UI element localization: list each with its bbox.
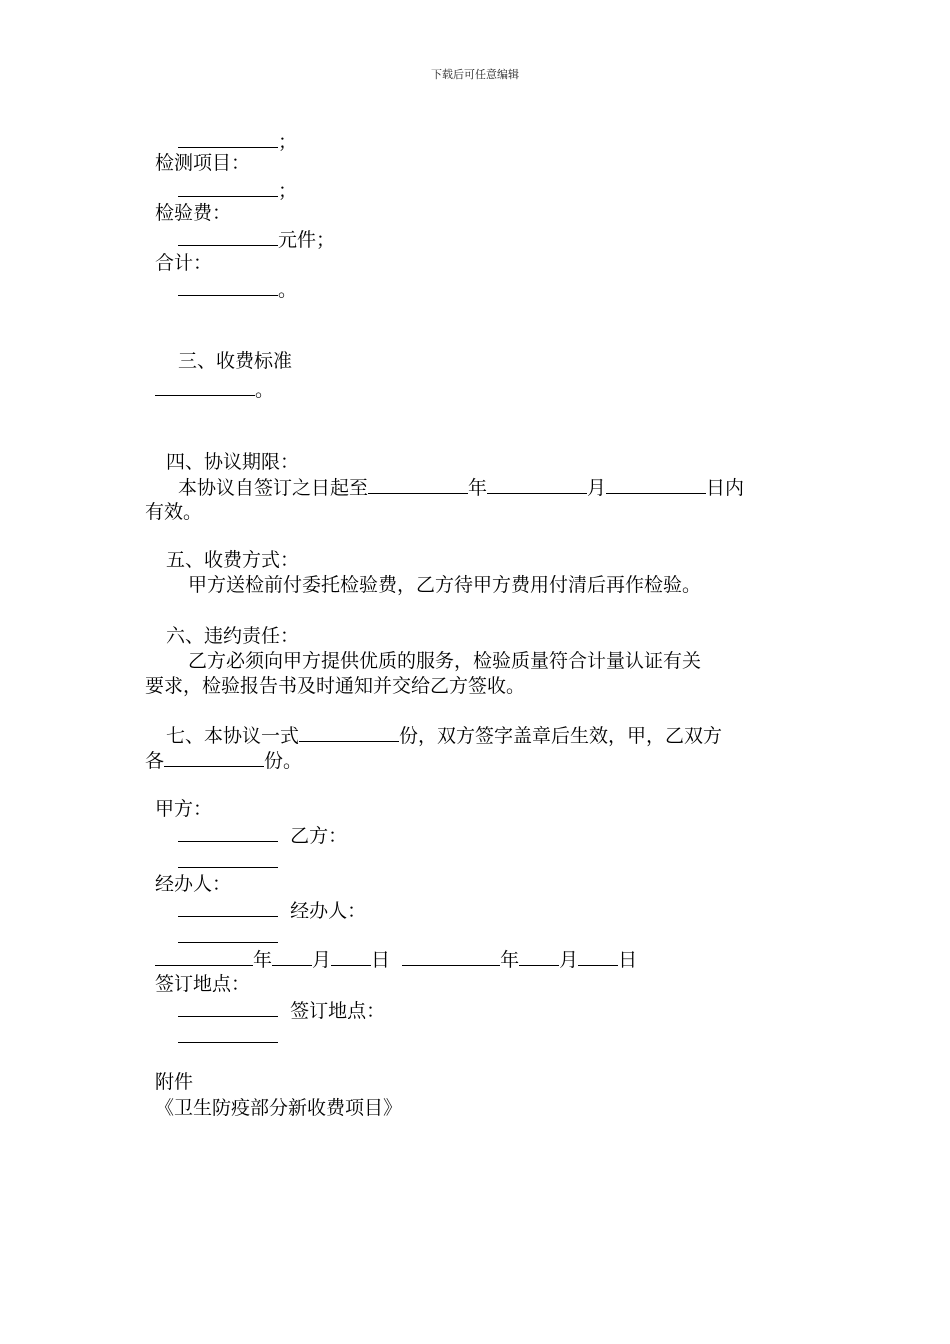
label-place-b: 签订地点： [290,1000,386,1022]
section-5-title: 五、收费方式： [166,549,300,571]
section-5-body: 甲方送检前付委托检验费，乙方待甲方费用付清后再作检验。 [188,574,702,596]
section-6-body-1: 乙方必须向甲方提供优质的服务，检验质量符合计量认证有关 [188,650,702,672]
blank[interactable] [178,128,278,148]
label-test-fee: 检验费： [155,202,232,224]
text: 各 [145,750,165,772]
text: 七、本协议一式 [166,725,300,747]
place-row [178,997,385,1023]
blank-line-4 [178,276,297,302]
unit-text: 元件； [278,229,336,251]
text: 月 [312,949,332,971]
section-3-blank [155,376,274,402]
label-agent-b: 经办人： [290,900,367,922]
punct: ； [278,180,298,202]
section-4-body-cont: 有效。 [145,501,203,523]
blank-place-a[interactable] [178,997,278,1017]
text: 日内 [706,477,745,499]
label-agent-a: 经办人： [155,873,232,895]
blank-copies[interactable] [299,722,399,742]
blank-agent-b[interactable] [178,942,278,943]
blank-party-a[interactable] [178,822,278,842]
date-row [155,946,637,972]
blank-each[interactable] [164,747,264,767]
attachment-title: 《卫生防疫部分新收费项目》 [155,1097,403,1119]
punct: 。 [278,279,298,301]
section-7-line-2 [145,747,302,773]
text: 日 [618,949,638,971]
blank-month-b[interactable] [519,946,559,966]
text: 年 [253,949,273,971]
section-6-title: 六、违约责任： [166,625,300,647]
punct: 。 [255,379,275,401]
blank-agent-a[interactable] [178,897,278,917]
text: 日 [371,949,391,971]
text: 月 [587,477,607,499]
label-party-a: 甲方： [155,798,213,820]
blank-month[interactable] [487,474,587,494]
party-row [178,822,347,848]
label-place-a: 签订地点： [155,973,251,995]
blank-day[interactable] [606,474,706,494]
punct: ； [278,131,298,153]
attachment-label: 附件 [155,1071,194,1093]
blank[interactable] [178,226,278,246]
label-total: 合计： [155,252,213,274]
blank[interactable] [178,276,278,296]
agent-row [178,897,366,923]
text: 份，双方签字盖章后生效，甲，乙双方 [399,725,723,747]
blank-day-a[interactable] [331,946,371,966]
text: 月 [559,949,579,971]
label-test-items: 检测项目： [155,152,251,174]
text: 本协议自签订之日起至 [178,477,369,499]
text: 份。 [264,750,303,772]
blank-line-2 [178,177,297,203]
blank-year[interactable] [368,474,468,494]
text: 年 [500,949,520,971]
section-7-line-1 [166,722,722,748]
section-3-title: 三、收费标准 [178,350,293,372]
blank-year-b[interactable] [402,946,500,966]
blank-day-b[interactable] [578,946,618,966]
blank[interactable] [178,177,278,197]
label-party-b: 乙方： [290,825,348,847]
blank-line-3 [178,226,335,252]
section-4-body [178,474,744,500]
blank-place-b[interactable] [178,1042,278,1043]
blank-year-a[interactable] [155,946,253,966]
page-header: 下载后可任意编辑 [431,68,519,81]
section-6-body-2: 要求，检验报告书及时通知并交给乙方签收。 [145,675,526,697]
section-4-title: 四、协议期限： [166,451,300,473]
blank-party-b[interactable] [178,867,278,868]
text: 年 [468,477,488,499]
blank-month-a[interactable] [272,946,312,966]
blank[interactable] [155,376,255,396]
